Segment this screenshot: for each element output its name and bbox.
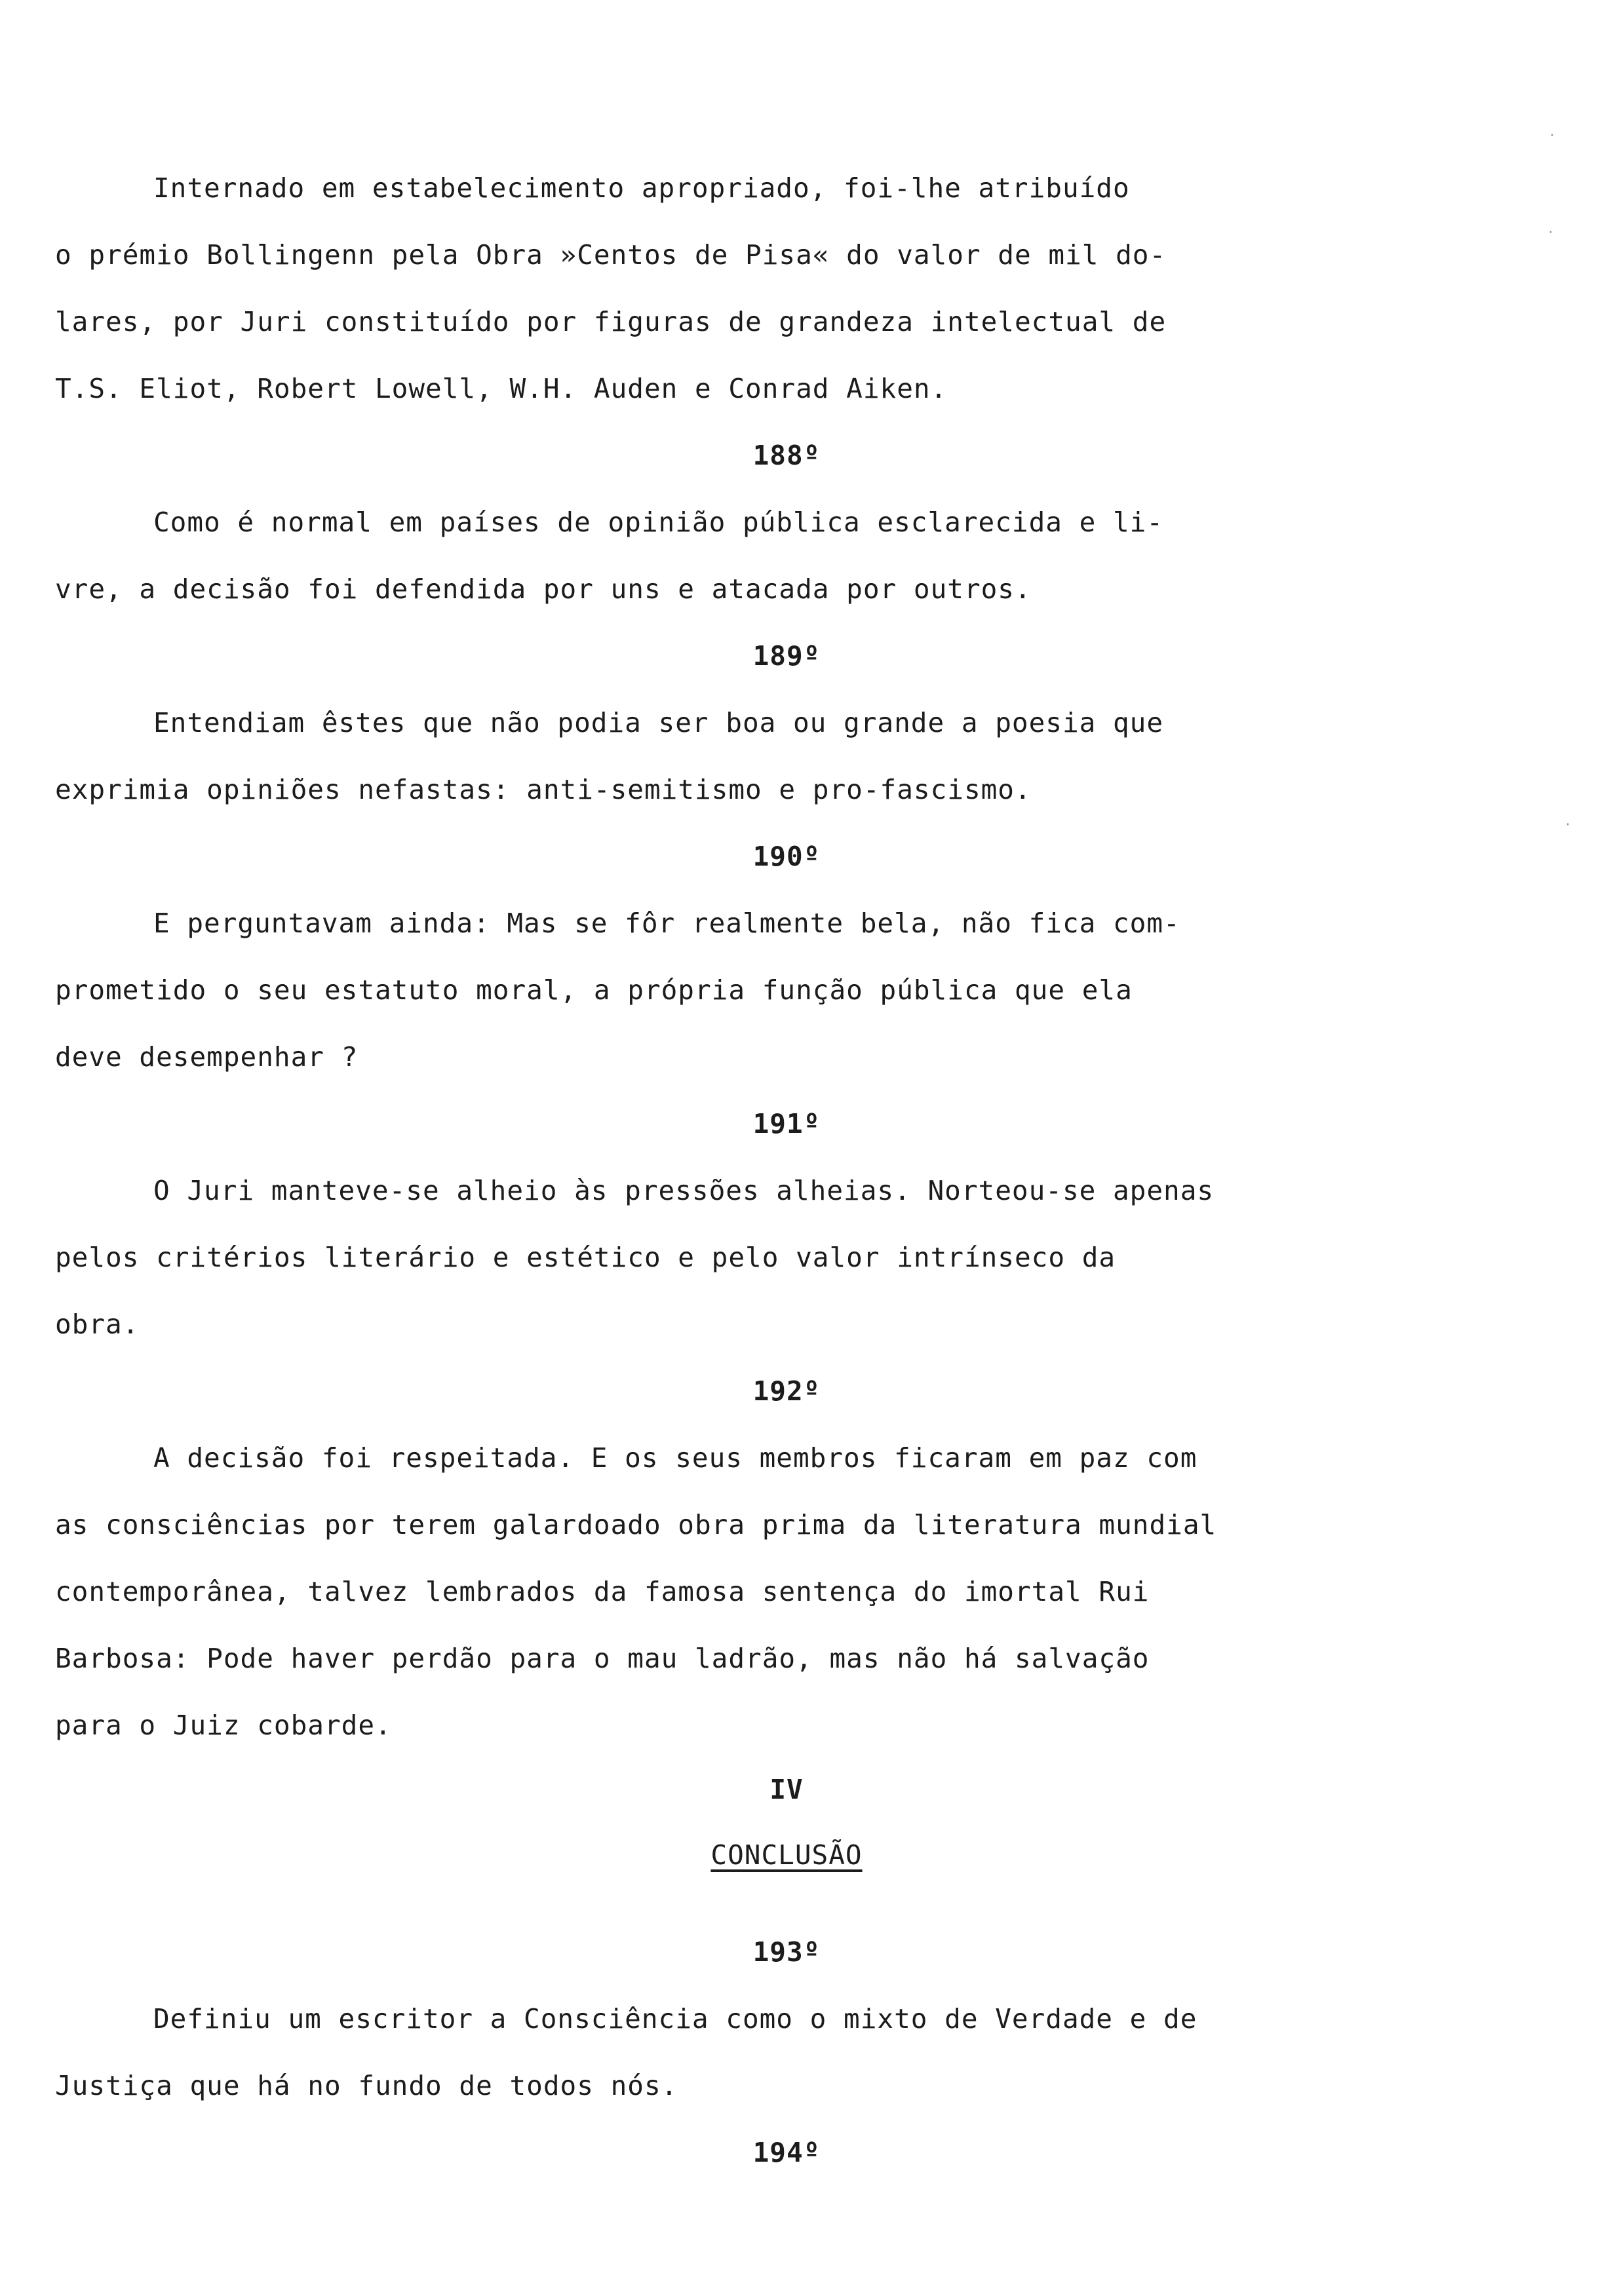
paragraph-189 xyxy=(55,689,1405,823)
paragraph-line: T.S. Eliot, Robert Lowell, W.H. Auden e Conrad Aiken. xyxy=(55,373,948,404)
paragraph-number-190: 190º xyxy=(752,841,821,872)
paragraph-line: Definiu um escritor a Consciência como o mixto de Verdade e de xyxy=(153,2003,1197,2035)
paragraph-line: O Juri manteve-se alheio às pressões alheias. Norteou-se apenas xyxy=(153,1175,1215,1206)
paragraph-line: contemporânea, talvez lembrados da famosa sentença do imortal Rui xyxy=(55,1576,1150,1607)
paragraph-line: prometido o seu estatuto moral, a própria função pública que ela xyxy=(55,974,1133,1006)
paragraph-line: o prémio Bollingenn pela Obra »Centos de Pisa« do valor de mil do- xyxy=(55,239,1167,271)
section-title-text: CONCLUSÃO xyxy=(710,1839,863,1871)
paragraph-line: E perguntavam ainda: Mas se fôr realmente bela, não fica com- xyxy=(153,908,1180,939)
paragraph-line: obra. xyxy=(55,1309,140,1340)
paragraph-190 xyxy=(55,890,1405,1090)
paragraph-line: vre, a decisão foi defendida por uns e atacada por outros. xyxy=(55,573,1032,605)
paragraph-line: lares, por Juri constituído por figuras de grandeza intelectual de xyxy=(55,306,1167,337)
section-title xyxy=(0,1822,1573,1888)
paragraph-number-192: 192º xyxy=(752,1375,821,1407)
paragraph-number-189: 189º xyxy=(752,640,821,672)
paragraph-line: Barbosa: Pode haver perdão para o mau ladrão, mas não há salvação xyxy=(55,1643,1150,1674)
paragraph-191 xyxy=(55,1157,1405,1358)
paragraph-line: Justiça que há no fundo de todos nós. xyxy=(55,2070,678,2101)
paragraph-line: para o Juiz cobarde. xyxy=(55,1710,392,1741)
paragraph-188 xyxy=(55,489,1405,622)
paragraph-number-193: 193º xyxy=(752,1936,821,1968)
paragraph-number-194: 194º xyxy=(752,2137,821,2168)
scan-speck: · xyxy=(1548,127,1557,143)
section-number: IV xyxy=(769,1774,804,1805)
paragraph-line: Entendiam êstes que não podia ser boa ou grande a poesia que xyxy=(153,707,1164,738)
paragraph-192 xyxy=(55,1425,1405,1759)
paragraph-number-188: 188º xyxy=(752,440,821,471)
paragraph-line: pelos critérios literário e estético e pelo valor intrínseco da xyxy=(55,1242,1116,1273)
scan-speck: · xyxy=(1547,224,1555,240)
paragraph-193 xyxy=(55,1985,1405,2119)
paragraph-line: deve desempenhar ? xyxy=(55,1041,359,1073)
paragraph-line: A decisão foi respeitada. E os seus membros ficaram em paz com xyxy=(153,1442,1197,1474)
paragraph-number-191: 191º xyxy=(752,1108,821,1139)
scan-speck: · xyxy=(1564,816,1572,832)
paragraph-line: Internado em estabelecimento apropriado, foi-lhe atribuído xyxy=(153,172,1130,204)
paragraph-187-continuation xyxy=(55,155,1405,422)
paragraph-line: as consciências por terem galardoado obra prima da literatura mundial xyxy=(55,1509,1217,1540)
paragraph-line: exprimia opiniões nefastas: anti-semitismo e pro-fascismo. xyxy=(55,774,1032,805)
paragraph-line: Como é normal em países de opinião pública esclarecida e li- xyxy=(153,507,1164,538)
